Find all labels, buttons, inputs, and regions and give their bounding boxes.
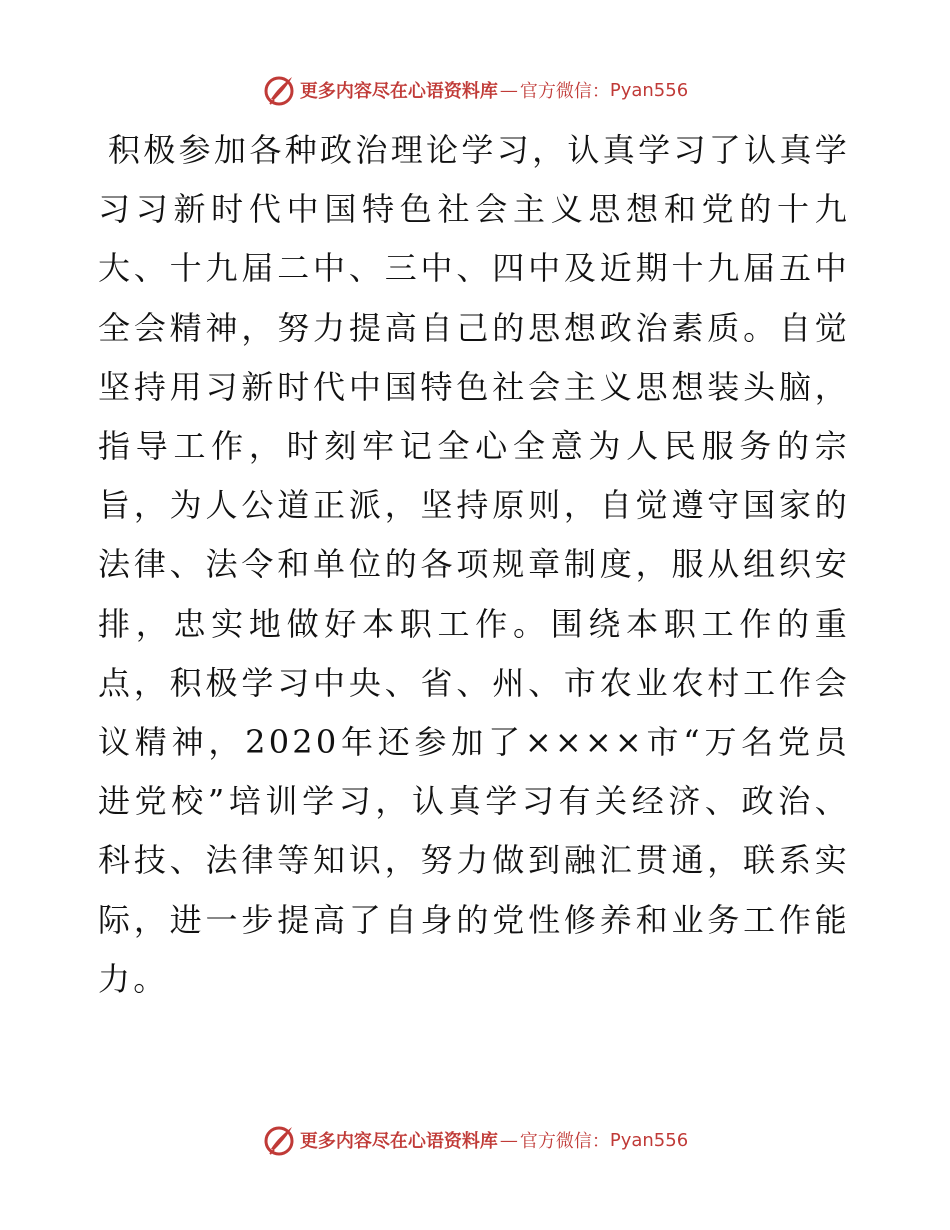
footer-official-label: 官方微信： bbox=[519, 1131, 610, 1152]
header-wechat-id: Pyan556 bbox=[609, 79, 689, 101]
footer-banner bbox=[0, 1120, 950, 1160]
header-dash: — bbox=[499, 79, 518, 101]
footer-wechat-id: Pyan556 bbox=[609, 1129, 689, 1151]
header-banner bbox=[0, 70, 950, 110]
quill-pen-logo-icon bbox=[262, 1123, 296, 1157]
header-official-label: 官方微信： bbox=[519, 81, 610, 102]
footer-dash: — bbox=[499, 1129, 518, 1151]
header-brand-text: 更多内容尽在心语资料库 bbox=[299, 81, 498, 102]
quill-pen-logo-icon bbox=[262, 73, 296, 107]
footer-brand-text: 更多内容尽在心语资料库 bbox=[299, 1131, 498, 1152]
body-paragraph: 积极参加各种政治理论学习，认真学习了认真学习习新时代中国特色社会主义思想和党的十九大、十九届二中、三中、四中及近期十九届五中全会精神，努力提高自己的思想政治素质。自觉坚持用习新时代中国特色社会主义思想装头脑，指导工作，时刻牢记全心全意为人民服务的宗旨，为人公道正派，坚持原则，自觉遵守国家的法律、法令和单位的各项规章制度，服从组织安排，忠实地做好本职工作。围绕本职工作的重点，积极学习中央、省、州、市农业农村工作会议精神，2020年还参加了××××市“万名党员进党校”培训学习，认真学习有关经济、政治、科技、法律等知识，努力做到融汇贯通，联系实际，进一步提高了自身的党性修养和业务工作能力。 bbox=[98, 131, 850, 998]
